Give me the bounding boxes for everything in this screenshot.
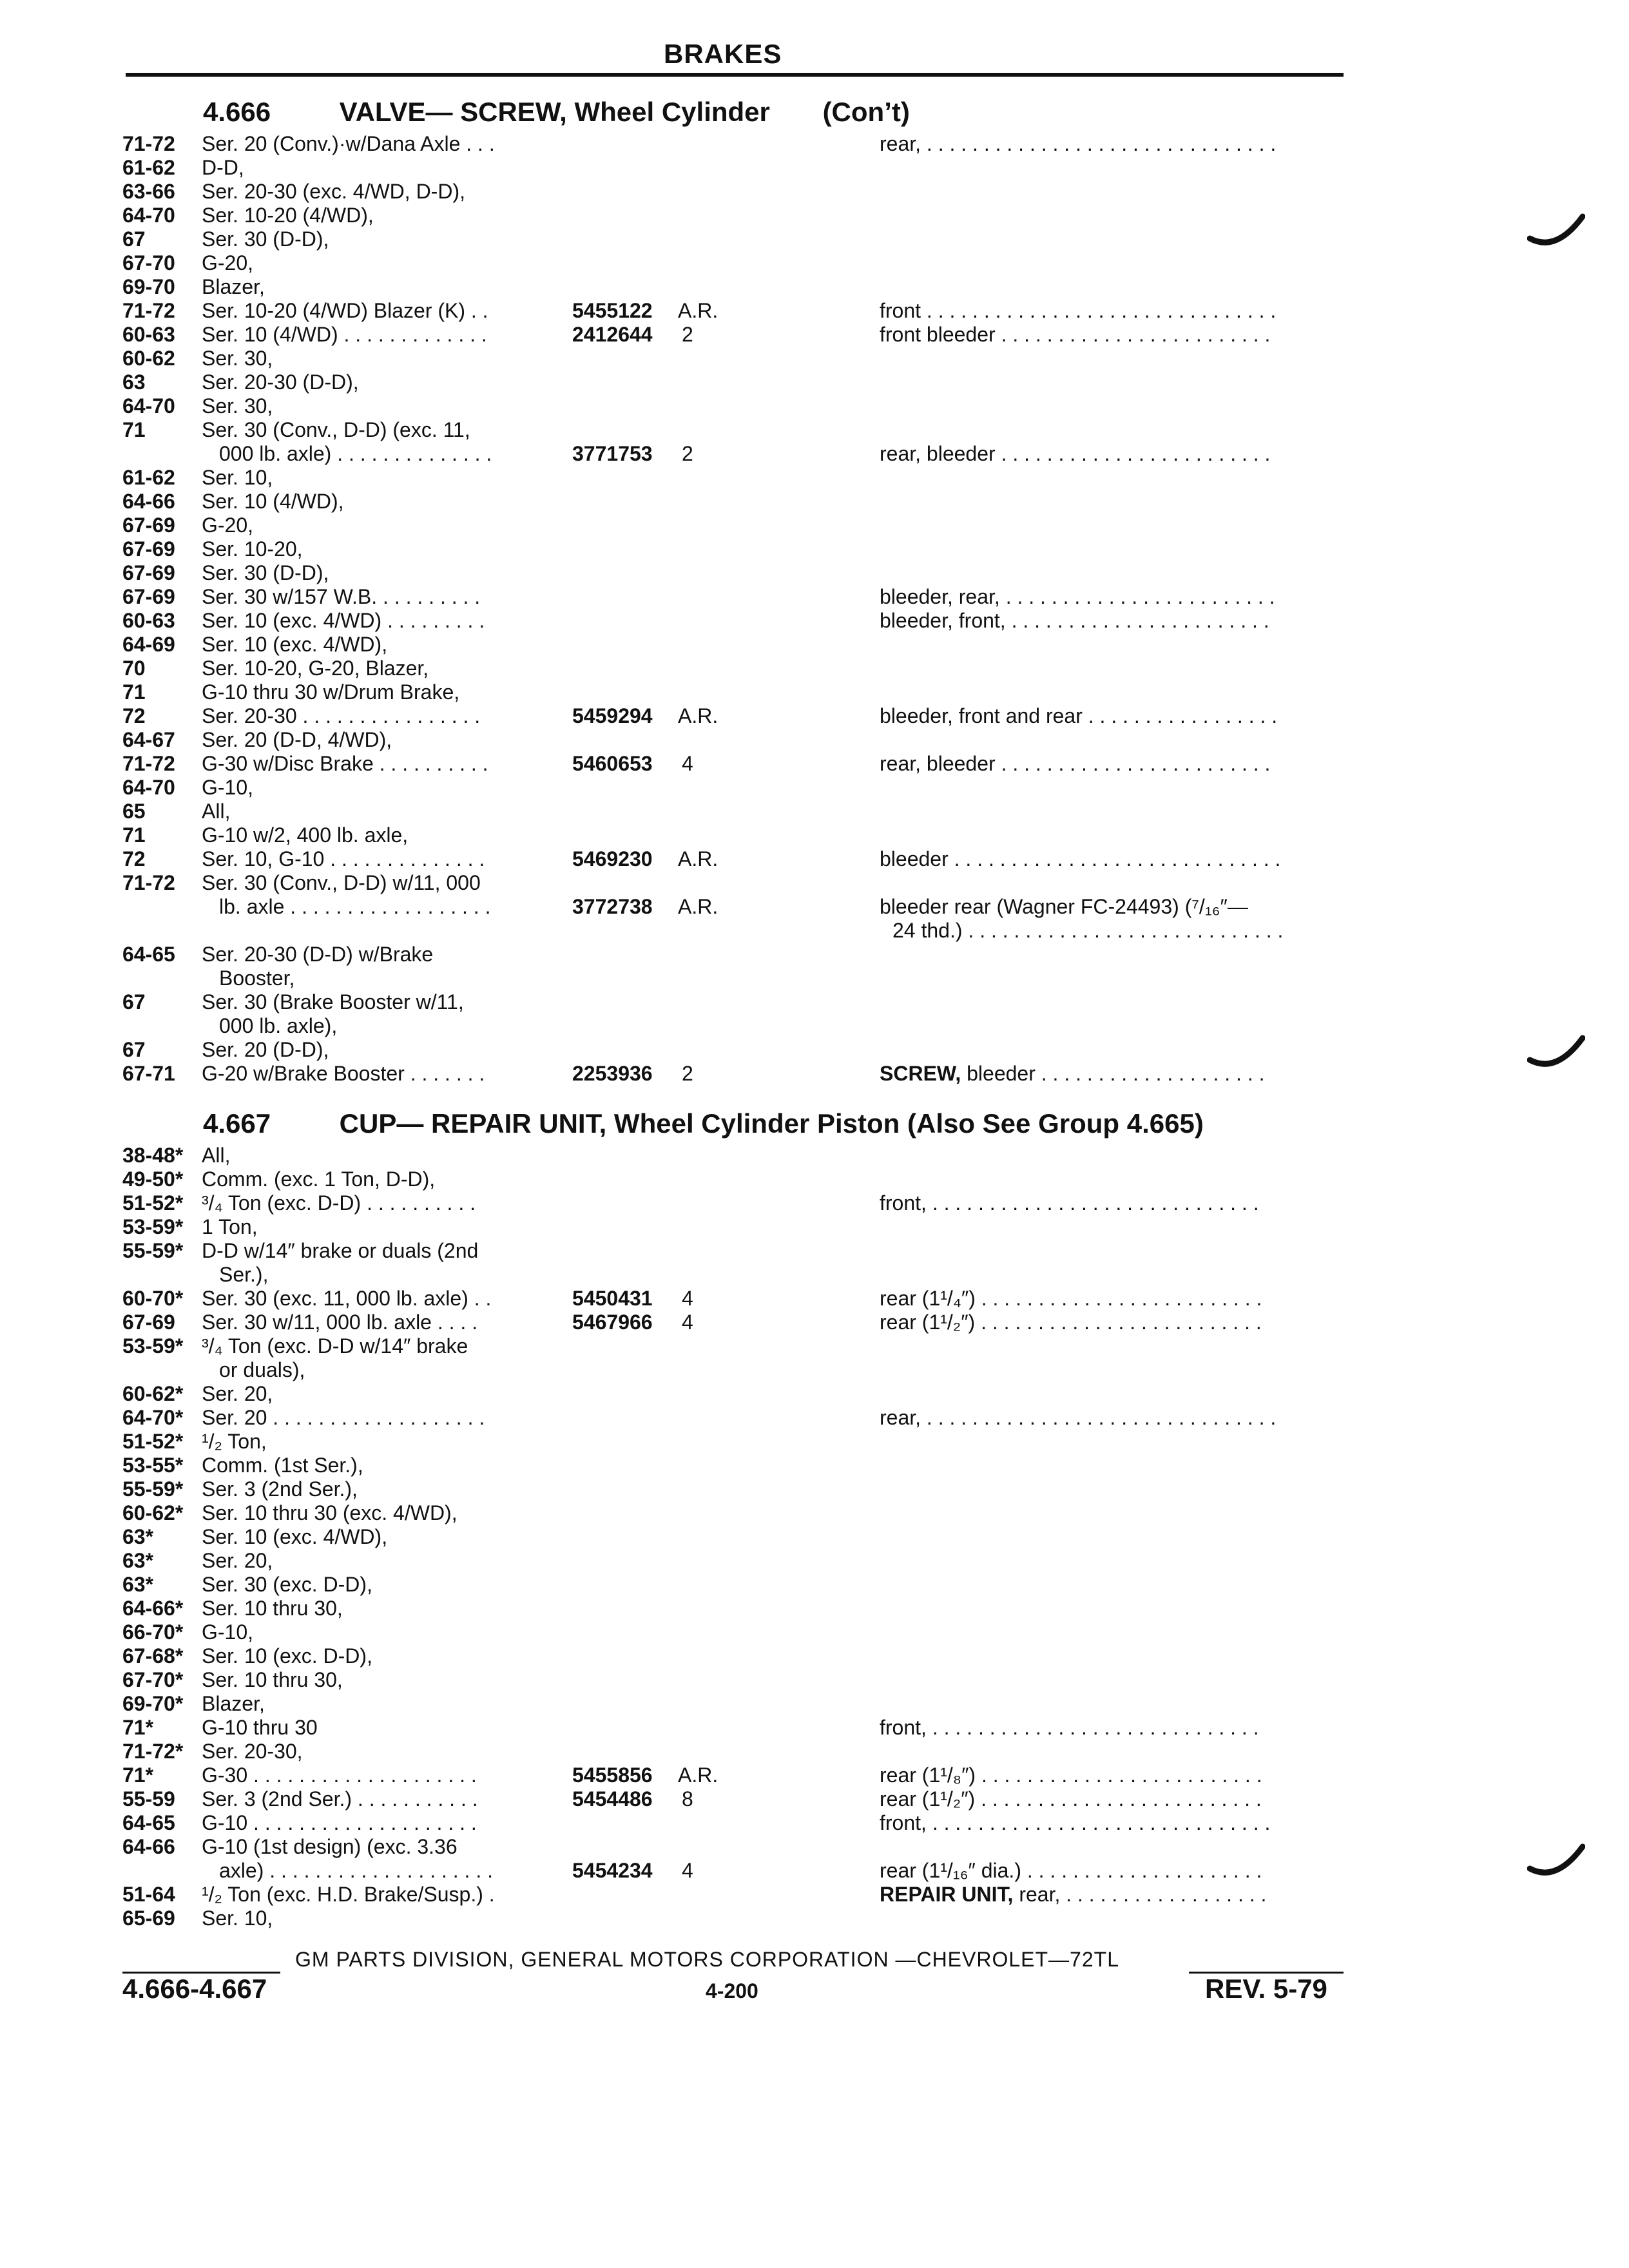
catalog-row — [0, 1692, 1629, 1716]
model-years: 67-71 — [122, 1062, 175, 1085]
quantity: 4 — [682, 1859, 693, 1882]
binder-hole-mark — [1527, 1843, 1585, 1881]
section-title: VALVE— SCREW, Wheel Cylinder — [339, 97, 770, 127]
application-description: Ser. 30 (D-D), — [202, 561, 329, 584]
catalog-row — [0, 1287, 1629, 1311]
part-note: rear (1¹/₄″) . . . . . . . . . . . . . . . . . . . . . . . . . — [880, 1287, 1262, 1310]
catalog-row — [0, 1716, 1629, 1740]
model-years: 38-48* — [122, 1144, 184, 1167]
catalog-row — [0, 1239, 1629, 1263]
application-description: Ser. 30 (Conv., D-D) (exc. 11, — [202, 418, 470, 441]
application-description: ¹/₂ Ton (exc. H.D. Brake/Susp.) . — [202, 1883, 495, 1906]
application-description: All, — [202, 1144, 231, 1167]
part-note: rear (1¹/₁₆″ dia.) . . . . . . . . . . . . . . . . . . . . . — [880, 1859, 1262, 1882]
model-years: 71-72 — [122, 752, 175, 775]
catalog-row — [0, 823, 1629, 847]
catalog-row — [0, 1014, 1629, 1038]
model-years: 67 — [122, 990, 146, 1014]
binder-hole-mark — [1527, 213, 1585, 251]
section-rows-4-667 — [0, 1144, 1629, 1930]
catalog-row — [0, 1525, 1629, 1549]
application-description: Ser. 30 (exc. D-D), — [202, 1573, 372, 1596]
application-description: Ser. 30 (D-D), — [202, 227, 329, 251]
footer-page-number: 4-200 — [706, 1979, 758, 2003]
model-years: 63 — [122, 370, 146, 394]
application-description: Ser. 10, — [202, 1907, 273, 1930]
catalog-row — [0, 132, 1629, 156]
part-note: REPAIR UNIT, rear, . . . . . . . . . . . . . . . . . . — [880, 1883, 1267, 1906]
model-years: 67-69 — [122, 514, 175, 537]
catalog-row — [0, 752, 1629, 776]
model-years: 55-59* — [122, 1477, 184, 1501]
application-description: Comm. (1st Ser.), — [202, 1454, 363, 1477]
application-description: Ser. 10 (4/WD), — [202, 490, 344, 513]
part-note: front, . . . . . . . . . . . . . . . . . . . . . . . . . . . . . — [880, 1191, 1259, 1215]
catalog-row — [0, 1668, 1629, 1692]
application-description: Ser. 3 (2nd Ser.) . . . . . . . . . . . — [202, 1787, 478, 1811]
application-description: Ser. 30 (exc. 11, 000 lb. axle) . . — [202, 1287, 492, 1310]
model-years: 63* — [122, 1573, 154, 1596]
section-heading-4-667 — [203, 1108, 1204, 1139]
model-years: 63* — [122, 1549, 154, 1572]
application-description: Ser. 10-20, — [202, 537, 303, 561]
part-note: SCREW, bleeder . . . . . . . . . . . . . . . . . . . . — [880, 1062, 1265, 1085]
quantity: 4 — [682, 1287, 693, 1310]
catalog-row — [0, 537, 1629, 561]
catalog-row — [0, 1883, 1629, 1907]
section-title: CUP— REPAIR UNIT, Wheel Cylinder Piston (Also See Group 4.665) — [339, 1108, 1204, 1139]
catalog-row — [0, 728, 1629, 752]
catalog-row — [0, 966, 1629, 990]
quantity: A.R. — [678, 704, 718, 727]
application-description: lb. axle . . . . . . . . . . . . . . . . . . — [219, 895, 491, 918]
part-note: rear (1¹/₂″) . . . . . . . . . . . . . . . . . . . . . . . . . — [880, 1787, 1262, 1811]
catalog-row — [0, 466, 1629, 490]
model-years: 51-52* — [122, 1191, 184, 1215]
catalog-row — [0, 1787, 1629, 1811]
application-description: G-10 . . . . . . . . . . . . . . . . . . . . — [202, 1811, 477, 1834]
model-years: 53-59* — [122, 1334, 184, 1358]
application-description: Ser. 10 (exc. 4/WD) . . . . . . . . . — [202, 609, 485, 632]
catalog-row — [0, 370, 1629, 394]
application-description: G-10, — [202, 776, 254, 799]
footer-revision: REV. 5-79 — [1205, 1974, 1327, 2004]
model-years: 49-50* — [122, 1168, 184, 1191]
quantity: A.R. — [678, 1763, 718, 1787]
model-years: 71* — [122, 1716, 154, 1739]
catalog-row — [0, 1168, 1629, 1191]
application-description: D-D, — [202, 156, 244, 179]
model-years: 64-69 — [122, 633, 175, 656]
catalog-row — [0, 847, 1629, 871]
application-description: Blazer, — [202, 1692, 265, 1715]
model-years: 65 — [122, 800, 146, 823]
catalog-row — [0, 1430, 1629, 1454]
catalog-row — [0, 1311, 1629, 1334]
model-years: 60-62* — [122, 1501, 184, 1524]
model-years: 71-72* — [122, 1740, 184, 1763]
catalog-row — [0, 323, 1629, 347]
header-rule — [126, 73, 1344, 77]
catalog-row — [0, 680, 1629, 704]
model-years: 60-62 — [122, 347, 175, 370]
application-description: G-20, — [202, 251, 254, 274]
section-heading-4-666 — [203, 97, 910, 128]
catalog-row — [0, 657, 1629, 680]
model-years: 64-65 — [122, 1811, 175, 1834]
model-years: 71-72 — [122, 871, 175, 894]
application-description: Ser.), — [219, 1263, 269, 1286]
application-description: G-10, — [202, 1620, 254, 1644]
catalog-row — [0, 1263, 1629, 1287]
catalog-row — [0, 1501, 1629, 1525]
quantity: 4 — [682, 1311, 693, 1334]
catalog-row — [0, 1549, 1629, 1573]
model-years: 67-69 — [122, 561, 175, 584]
application-description: Ser. 30 w/11, 000 lb. axle . . . . — [202, 1311, 478, 1334]
catalog-row — [0, 633, 1629, 657]
catalog-row — [0, 1477, 1629, 1501]
catalog-row — [0, 990, 1629, 1014]
model-years: 64-66 — [122, 490, 175, 513]
model-years: 67-69 — [122, 1311, 175, 1334]
catalog-row — [0, 418, 1629, 442]
quantity: A.R. — [678, 299, 718, 322]
catalog-row — [0, 1191, 1629, 1215]
application-description: G-30 w/Disc Brake . . . . . . . . . . — [202, 752, 488, 775]
part-note: 24 thd.) . . . . . . . . . . . . . . . . . . . . . . . . . . . . — [892, 919, 1284, 942]
model-years: 69-70 — [122, 275, 175, 298]
application-description: Ser. 20-30 (exc. 4/WD, D-D), — [202, 180, 465, 203]
model-years: 69-70* — [122, 1692, 184, 1715]
application-description: Ser. 10, G-10 . . . . . . . . . . . . . . — [202, 847, 485, 870]
model-years: 61-62 — [122, 156, 175, 179]
part-note: bleeder, front and rear . . . . . . . . . . . . . . . . . — [880, 704, 1278, 727]
catalog-row — [0, 1644, 1629, 1668]
application-description: Ser. 10 (exc. 4/WD), — [202, 1525, 388, 1548]
application-description: Ser. 20 (Conv.)·w/Dana Axle . . . — [202, 132, 495, 155]
quantity: 2 — [682, 1062, 693, 1085]
catalog-row — [0, 1740, 1629, 1763]
catalog-row — [0, 800, 1629, 823]
application-description: Ser. 10 (4/WD) . . . . . . . . . . . . . — [202, 323, 487, 346]
part-number: 5454234 — [572, 1859, 653, 1882]
application-description: Ser. 10 thru 30, — [202, 1668, 343, 1691]
section-continued: (Con’t) — [822, 97, 910, 127]
quantity: 2 — [682, 323, 693, 346]
catalog-row — [0, 1358, 1629, 1382]
catalog-row — [0, 1573, 1629, 1597]
model-years: 63-66 — [122, 180, 175, 203]
model-years: 64-67 — [122, 728, 175, 751]
quantity: 2 — [682, 442, 693, 465]
part-note: bleeder . . . . . . . . . . . . . . . . . . . . . . . . . . . . . — [880, 847, 1281, 870]
catalog-row — [0, 704, 1629, 728]
section-rows-4-666 — [0, 132, 1629, 1086]
section-number: 4.667 — [203, 1108, 271, 1139]
catalog-row — [0, 895, 1629, 919]
application-description: Booster, — [219, 966, 295, 990]
application-description: Comm. (exc. 1 Ton, D-D), — [202, 1168, 436, 1191]
model-years: 67 — [122, 227, 146, 251]
catalog-row — [0, 1454, 1629, 1477]
model-years: 66-70* — [122, 1620, 184, 1644]
application-description: G-30 . . . . . . . . . . . . . . . . . . . . — [202, 1763, 477, 1787]
catalog-row — [0, 1144, 1629, 1168]
part-number: 2253936 — [572, 1062, 653, 1085]
application-description: Ser. 30 (Conv., D-D) w/11, 000 — [202, 871, 481, 894]
model-years: 64-70* — [122, 1406, 184, 1429]
model-years: 53-59* — [122, 1215, 184, 1238]
model-years: 60-63 — [122, 323, 175, 346]
catalog-row — [0, 1811, 1629, 1835]
part-note: rear (1¹/₂″) . . . . . . . . . . . . . . . . . . . . . . . . . — [880, 1311, 1262, 1334]
part-number: 5460653 — [572, 752, 653, 775]
application-description: Ser. 20-30 . . . . . . . . . . . . . . . . — [202, 704, 481, 727]
model-years: 65-69 — [122, 1907, 175, 1930]
application-description: Ser. 10-20 (4/WD) Blazer (K) . . — [202, 299, 488, 322]
model-years: 70 — [122, 657, 146, 680]
footer-division: GM PARTS DIVISION, GENERAL MOTORS CORPORATION —CHEVROLET—72TL — [295, 1948, 1119, 1971]
catalog-row — [0, 585, 1629, 609]
part-note: front . . . . . . . . . . . . . . . . . . . . . . . . . . . . . . . — [880, 299, 1277, 322]
application-description: All, — [202, 800, 231, 823]
model-years: 55-59* — [122, 1239, 184, 1262]
catalog-row — [0, 1835, 1629, 1859]
model-years: 72 — [122, 847, 146, 870]
catalog-row — [0, 561, 1629, 585]
model-years: 67-69 — [122, 585, 175, 608]
model-years: 60-62* — [122, 1382, 184, 1405]
part-note: bleeder, front, . . . . . . . . . . . . . . . . . . . . . . . — [880, 609, 1269, 632]
catalog-row — [0, 442, 1629, 466]
part-note: bleeder rear (Wagner FC-24493) (⁷/₁₆″— — [880, 895, 1248, 918]
catalog-row — [0, 299, 1629, 323]
section-number: 4.666 — [203, 97, 271, 127]
catalog-row — [0, 394, 1629, 418]
application-description: Ser. 10 thru 30, — [202, 1597, 343, 1620]
part-note: rear (1¹/₈″) . . . . . . . . . . . . . . . . . . . . . . . . . — [880, 1763, 1262, 1787]
model-years: 71 — [122, 418, 146, 441]
quantity: A.R. — [678, 895, 718, 918]
model-years: 64-66* — [122, 1597, 184, 1620]
model-years: 55-59 — [122, 1787, 175, 1811]
model-years: 71-72 — [122, 299, 175, 322]
catalog-row — [0, 347, 1629, 370]
application-description: Ser. 10 (exc. D-D), — [202, 1644, 372, 1667]
model-years: 53-55* — [122, 1454, 184, 1477]
catalog-row — [0, 156, 1629, 180]
page-header-title: BRAKES — [664, 39, 782, 69]
part-note: rear, bleeder . . . . . . . . . . . . . . . . . . . . . . . . — [880, 442, 1271, 465]
part-note: rear, . . . . . . . . . . . . . . . . . . . . . . . . . . . . . . . — [880, 1406, 1277, 1429]
application-description: 1 Ton, — [202, 1215, 258, 1238]
part-note: rear, bleeder . . . . . . . . . . . . . . . . . . . . . . . . — [880, 752, 1271, 775]
application-description: 000 lb. axle), — [219, 1014, 338, 1037]
catalog-row — [0, 871, 1629, 895]
part-number: 3771753 — [572, 442, 653, 465]
catalog-row — [0, 1062, 1629, 1086]
part-number: 5459294 — [572, 704, 653, 727]
application-description: Ser. 10-20 (4/WD), — [202, 204, 374, 227]
application-description: G-10 thru 30 — [202, 1716, 318, 1739]
application-description: axle) . . . . . . . . . . . . . . . . . . . . — [219, 1859, 493, 1882]
application-description: Ser. 10, — [202, 466, 273, 489]
model-years: 60-63 — [122, 609, 175, 632]
model-years: 64-65 — [122, 943, 175, 966]
model-years: 51-64 — [122, 1883, 175, 1906]
model-years: 63* — [122, 1525, 154, 1548]
model-years: 67 — [122, 1038, 146, 1061]
catalog-row — [0, 1907, 1629, 1930]
quantity: 4 — [682, 752, 693, 775]
catalog-row — [0, 1597, 1629, 1620]
catalog-row — [0, 776, 1629, 800]
model-years: 71-72 — [122, 132, 175, 155]
model-years: 67-70* — [122, 1668, 184, 1691]
quantity: A.R. — [678, 847, 718, 870]
application-description: G-10 w/2, 400 lb. axle, — [202, 823, 409, 847]
model-years: 71 — [122, 823, 146, 847]
model-years: 71 — [122, 680, 146, 704]
catalog-row — [0, 1763, 1629, 1787]
application-description: Ser. 30 w/157 W.B. . . . . . . . . . — [202, 585, 481, 608]
model-years: 51-52* — [122, 1430, 184, 1453]
catalog-row — [0, 1382, 1629, 1406]
binder-hole-mark — [1527, 1034, 1585, 1073]
application-description: Ser. 30 (Brake Booster w/11, — [202, 990, 464, 1014]
application-description: Ser. 20-30 (D-D), — [202, 370, 359, 394]
part-number: 5469230 — [572, 847, 653, 870]
catalog-row — [0, 490, 1629, 514]
quantity: 8 — [682, 1787, 693, 1811]
model-years: 60-70* — [122, 1287, 184, 1310]
model-years: 64-66 — [122, 1835, 175, 1858]
catalog-row — [0, 251, 1629, 275]
application-description: G-10 thru 30 w/Drum Brake, — [202, 680, 460, 704]
model-years: 64-70 — [122, 394, 175, 418]
catalog-row — [0, 1038, 1629, 1062]
application-description: Ser. 20-30 (D-D) w/Brake — [202, 943, 434, 966]
catalog-row — [0, 514, 1629, 537]
part-number: 5450431 — [572, 1287, 653, 1310]
application-description: Ser. 20 (D-D, 4/WD), — [202, 728, 392, 751]
application-description: D-D w/14″ brake or duals (2nd — [202, 1239, 479, 1262]
model-years: 64-70 — [122, 776, 175, 799]
catalog-row — [0, 609, 1629, 633]
part-number: 3772738 — [572, 895, 653, 918]
part-note: rear, . . . . . . . . . . . . . . . . . . . . . . . . . . . . . . . — [880, 132, 1277, 155]
application-description: Ser. 10 thru 30 (exc. 4/WD), — [202, 1501, 458, 1524]
application-description: Ser. 10-20, G-20, Blazer, — [202, 657, 429, 680]
application-description: Ser. 10 (exc. 4/WD), — [202, 633, 388, 656]
catalog-row — [0, 275, 1629, 299]
application-description: Ser. 20, — [202, 1549, 273, 1572]
application-description: Blazer, — [202, 275, 265, 298]
catalog-row — [0, 1859, 1629, 1883]
application-description: G-10 (1st design) (exc. 3.36 — [202, 1835, 458, 1858]
model-years: 67-69 — [122, 537, 175, 561]
catalog-row — [0, 919, 1629, 943]
catalog-row — [0, 1334, 1629, 1358]
model-years: 72 — [122, 704, 146, 727]
catalog-row — [0, 204, 1629, 227]
catalog-row — [0, 227, 1629, 251]
model-years: 64-70 — [122, 204, 175, 227]
application-description: Ser. 20, — [202, 1382, 273, 1405]
footer-group-range: 4.666-4.667 — [122, 1974, 267, 2004]
application-description: Ser. 30, — [202, 394, 273, 418]
part-number: 2412644 — [572, 323, 653, 346]
part-note: front, . . . . . . . . . . . . . . . . . . . . . . . . . . . . . — [880, 1716, 1259, 1739]
model-years: 67-70 — [122, 251, 175, 274]
catalog-row — [0, 1406, 1629, 1430]
application-description: 000 lb. axle) . . . . . . . . . . . . . . — [219, 442, 492, 465]
application-description: Ser. 3 (2nd Ser.), — [202, 1477, 358, 1501]
part-note: front, . . . . . . . . . . . . . . . . . . . . . . . . . . . . . . — [880, 1811, 1271, 1834]
application-description: ³/₄ Ton (exc. D-D w/14″ brake — [202, 1334, 468, 1358]
application-description: Ser. 20-30, — [202, 1740, 303, 1763]
application-description: G-20, — [202, 514, 254, 537]
catalog-row — [0, 180, 1629, 204]
catalog-row — [0, 1620, 1629, 1644]
part-number: 5467966 — [572, 1311, 653, 1334]
catalog-row — [0, 1215, 1629, 1239]
part-number: 5455122 — [572, 299, 653, 322]
application-description: ¹/₂ Ton, — [202, 1430, 267, 1453]
model-years: 67-68* — [122, 1644, 184, 1667]
catalog-row — [0, 943, 1629, 966]
application-description: Ser. 20 . . . . . . . . . . . . . . . . . . . — [202, 1406, 485, 1429]
part-number: 5455856 — [572, 1763, 653, 1787]
model-years: 61-62 — [122, 466, 175, 489]
part-note: front bleeder . . . . . . . . . . . . . . . . . . . . . . . . — [880, 323, 1271, 346]
model-years: 71* — [122, 1763, 154, 1787]
application-description: G-20 w/Brake Booster . . . . . . . — [202, 1062, 485, 1085]
part-note: bleeder, rear, . . . . . . . . . . . . . . . . . . . . . . . . — [880, 585, 1275, 608]
application-description: ³/₄ Ton (exc. D-D) . . . . . . . . . . — [202, 1191, 476, 1215]
part-number: 5454486 — [572, 1787, 653, 1811]
application-description: Ser. 20 (D-D), — [202, 1038, 329, 1061]
application-description: or duals), — [219, 1358, 305, 1381]
application-description: Ser. 30, — [202, 347, 273, 370]
